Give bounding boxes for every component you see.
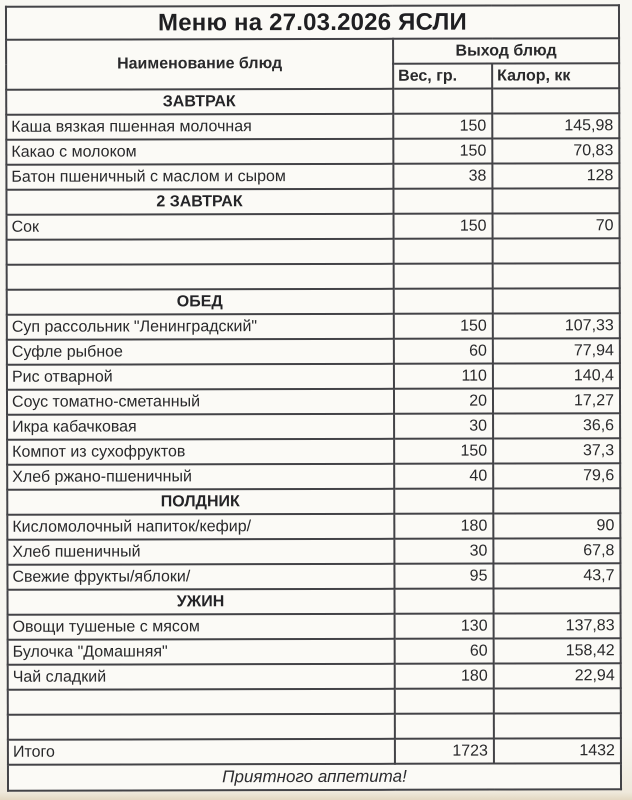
weight-cell [393, 89, 492, 114]
dish-name-cell: 2 ЗАВТРАК [6, 189, 393, 215]
page-title: Меню на 27.03.2026 ЯСЛИ [6, 5, 619, 40]
dish-name-cell: Сок [7, 214, 394, 240]
calories-cell: 90 [493, 513, 620, 538]
section-row [8, 588, 621, 615]
calories-cell: 77,94 [493, 338, 620, 363]
calories-cell: 36,6 [493, 413, 620, 438]
column-header-calories: Калор, кк [492, 63, 619, 88]
item-row [7, 338, 620, 365]
calories-cell [492, 188, 619, 213]
empty-row [8, 713, 621, 740]
dish-name-cell [8, 689, 395, 715]
dish-name-cell: Кисломолочный напиток/кефир/ [7, 514, 394, 540]
calories-cell: 37,3 [493, 438, 620, 463]
weight-cell: 95 [394, 564, 493, 589]
calories-cell [493, 238, 620, 263]
item-row [7, 388, 620, 415]
dish-name-cell: Батон пшеничный с маслом и сыром [6, 164, 393, 190]
item-row [8, 638, 621, 665]
weight-cell: 40 [394, 464, 493, 489]
weight-cell: 150 [394, 314, 493, 339]
weight-cell: 150 [393, 139, 492, 164]
dish-name-cell: Чай сладкий [8, 664, 395, 690]
dish-name-cell: ОБЕД [7, 289, 394, 315]
calories-cell [492, 88, 619, 113]
calories-cell: 145,98 [492, 113, 619, 138]
dish-name-cell: УЖИН [8, 589, 395, 615]
item-row [6, 113, 619, 140]
dish-name-cell: Булочка "Домашняя" [8, 639, 395, 665]
section-row [7, 288, 620, 315]
weight-cell: 60 [395, 639, 494, 664]
weight-cell [394, 264, 493, 289]
item-row [7, 313, 620, 340]
item-row [7, 363, 620, 390]
dish-name-cell: Суп рассольник "Ленинградский" [7, 314, 394, 340]
calories-cell: 70,83 [492, 138, 619, 163]
calories-cell [493, 263, 620, 288]
empty-row [7, 263, 620, 290]
calories-cell: 107,33 [493, 313, 620, 338]
item-row [7, 563, 620, 590]
item-row [7, 413, 620, 440]
dish-name-cell: Итого [8, 739, 395, 765]
calories-cell: 1432 [494, 738, 621, 763]
dish-name-cell: Икра кабачковая [7, 414, 394, 440]
dish-name-cell: Суфле рыбное [7, 339, 394, 365]
menu-rows [6, 88, 621, 765]
dish-name-cell: Каша вязкая пшенная молочная [6, 114, 393, 140]
weight-cell: 180 [395, 664, 494, 689]
item-row [8, 613, 621, 640]
calories-cell: 22,94 [494, 663, 621, 688]
item-row [7, 463, 620, 490]
empty-row [8, 688, 621, 715]
dish-name-cell: ЗАВТРАК [6, 89, 393, 115]
title-row [6, 5, 619, 40]
item-row [7, 513, 620, 540]
footer-note: Приятного аппетита! [8, 763, 621, 791]
item-row [7, 538, 620, 565]
item-row [8, 663, 621, 690]
item-row [7, 438, 620, 465]
weight-cell: 150 [394, 439, 493, 464]
calories-cell: 67,8 [493, 538, 620, 563]
item-row [6, 138, 619, 165]
calories-cell: 79,6 [493, 463, 620, 488]
dish-name-cell [7, 264, 394, 290]
column-header-output: Выход блюд [393, 38, 619, 64]
calories-cell [493, 488, 620, 513]
menu-table [5, 4, 622, 792]
dish-name-cell: Хлеб пшеничный [7, 539, 394, 565]
calories-cell: 70 [493, 213, 620, 238]
weight-cell [395, 689, 494, 714]
dish-name-cell: Соус томатно-сметанный [7, 389, 394, 415]
calories-cell: 158,42 [494, 638, 621, 663]
weight-cell [394, 489, 493, 514]
dish-name-cell: ПОЛДНИК [7, 489, 394, 515]
weight-cell: 20 [394, 389, 493, 414]
weight-cell [394, 589, 493, 614]
calories-cell [494, 713, 621, 738]
weight-cell: 60 [394, 339, 493, 364]
calories-cell: 17,27 [493, 388, 620, 413]
weight-cell [395, 714, 494, 739]
calories-cell: 140,4 [493, 363, 620, 388]
dish-name-cell [8, 714, 395, 740]
weight-cell: 1723 [395, 739, 494, 764]
weight-cell [393, 189, 492, 214]
weight-cell: 110 [394, 364, 493, 389]
dish-name-cell: Компот из сухофруктов [7, 439, 394, 465]
weight-cell [394, 289, 493, 314]
dish-name-cell: Какао с молоком [6, 139, 393, 165]
dish-name-cell [7, 239, 394, 265]
calories-cell [494, 688, 621, 713]
section-row [7, 488, 620, 515]
calories-cell: 128 [492, 163, 619, 188]
section-row [6, 188, 619, 215]
total-row [8, 738, 621, 765]
weight-cell: 30 [394, 414, 493, 439]
footer-row [8, 763, 621, 791]
calories-cell: 137,83 [494, 613, 621, 638]
calories-cell [493, 288, 620, 313]
header-row-group [6, 38, 619, 65]
column-header-name: Наименование блюд [6, 39, 393, 90]
dish-name-cell: Хлеб ржано-пшеничный [7, 464, 394, 490]
item-row [7, 213, 620, 240]
weight-cell: 38 [393, 164, 492, 189]
calories-cell [493, 588, 620, 613]
section-row [6, 88, 619, 115]
column-header-weight: Вес, гр. [393, 64, 492, 89]
dish-name-cell: Рис отварной [7, 364, 394, 390]
weight-cell: 150 [393, 114, 492, 139]
dish-name-cell: Овощи тушеные с мясом [8, 614, 395, 640]
weight-cell: 30 [394, 539, 493, 564]
weight-cell [394, 239, 493, 264]
item-row [6, 163, 619, 190]
weight-cell: 130 [395, 614, 494, 639]
weight-cell: 180 [394, 514, 493, 539]
dish-name-cell: Свежие фрукты/яблоки/ [7, 564, 394, 590]
weight-cell: 150 [394, 214, 493, 239]
calories-cell: 43,7 [493, 563, 620, 588]
empty-row [7, 238, 620, 265]
